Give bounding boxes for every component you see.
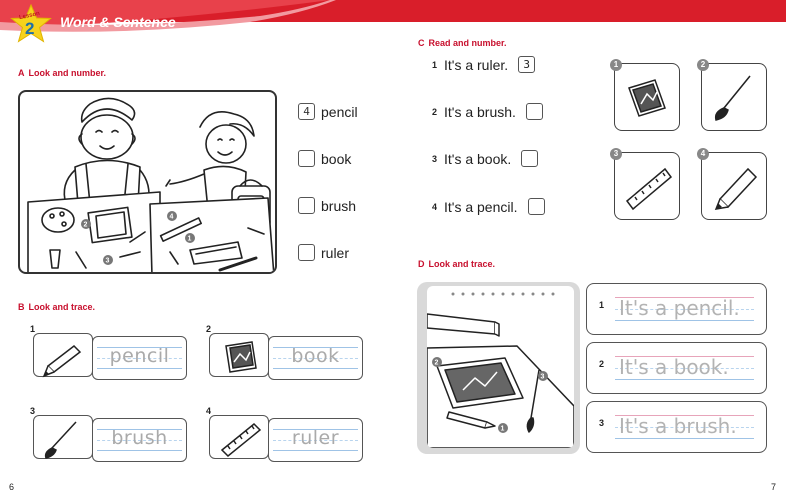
- section-c-item-2: 2 It's a brush.: [432, 103, 543, 120]
- trace-word[interactable]: pencil: [109, 345, 170, 367]
- answer-box[interactable]: 3: [518, 56, 535, 73]
- section-c-item-1: 1 It's a ruler. 3: [432, 56, 535, 73]
- word-label: book: [321, 150, 352, 167]
- section-b-card-4: [206, 406, 366, 462]
- page-number-left: 6: [9, 482, 15, 492]
- sentence: It's a book.: [444, 150, 512, 167]
- answer-box[interactable]: [298, 150, 315, 167]
- lesson-label: Lesson: [18, 10, 41, 22]
- section-c-item-4: 4 It's a pencil.: [432, 198, 545, 215]
- pencil-icon: [702, 153, 768, 221]
- classroom-scene-illustration: [20, 92, 277, 274]
- word-label: ruler: [321, 244, 350, 261]
- scene-marker-2: 2: [83, 221, 88, 229]
- section-a-item-4: [298, 244, 349, 261]
- section-c-picture-1: [614, 63, 680, 131]
- section-a-scene: [18, 90, 277, 274]
- card-number: 4: [206, 406, 212, 416]
- ruler-icon: [615, 153, 681, 221]
- scene-marker-3: 3: [105, 257, 110, 265]
- page-title: Word & Sentence: [60, 14, 176, 30]
- answer-box[interactable]: [526, 103, 543, 120]
- answer-box[interactable]: [521, 150, 538, 167]
- answer-box[interactable]: [298, 244, 315, 261]
- section-a-item-3: [298, 197, 356, 214]
- brush-icon: [34, 416, 94, 460]
- trace-word[interactable]: brush: [111, 427, 168, 449]
- section-b-card-3: [30, 406, 190, 462]
- section-d-scene: [427, 286, 574, 448]
- section-a-item-1: [298, 103, 358, 120]
- section-a-heading: A Look and number.: [18, 68, 107, 78]
- section-a-item-2: [298, 150, 351, 167]
- section-c-picture-4: [701, 152, 767, 220]
- scene-marker-2: 2: [434, 359, 439, 367]
- word-label: pencil: [321, 103, 358, 120]
- page-number-right: 7: [771, 482, 777, 492]
- section-d-item-1: 1 It's a pencil.: [586, 283, 767, 335]
- section-b-card-2: [206, 324, 366, 380]
- sentence: It's a brush.: [444, 103, 516, 120]
- trace-sentence[interactable]: It's a book.: [619, 355, 729, 379]
- trace-word[interactable]: book: [291, 345, 340, 367]
- trace-sentence[interactable]: It's a brush.: [619, 414, 737, 438]
- ruler-icon: [210, 416, 270, 460]
- section-b-card-1: [30, 324, 190, 380]
- answer-box[interactable]: [528, 198, 545, 215]
- card-number: 1: [30, 324, 36, 334]
- section-c-heading: C Read and number.: [418, 38, 507, 48]
- desk-scene-illustration: [427, 286, 574, 448]
- lesson-number: 2: [25, 19, 35, 38]
- brush-icon: [702, 64, 768, 132]
- word-label: brush: [321, 197, 357, 214]
- section-b-heading: B Look and trace.: [18, 302, 96, 312]
- section-c-picture-3: [614, 152, 680, 220]
- sentence: It's a pencil.: [444, 198, 518, 215]
- section-d-heading: D Look and trace.: [418, 259, 496, 269]
- trace-sentence[interactable]: It's a pencil.: [619, 296, 740, 320]
- section-c-picture-2: [701, 63, 767, 131]
- card-number: 2: [206, 324, 212, 334]
- sentence: It's a ruler.: [444, 56, 509, 73]
- pencil-icon: [34, 334, 94, 378]
- scene-marker-1: 1: [187, 235, 192, 243]
- card-number: 3: [30, 406, 36, 416]
- answer-box[interactable]: [298, 197, 315, 214]
- book-icon: [615, 64, 681, 132]
- answer-box[interactable]: 4: [298, 103, 315, 120]
- trace-word[interactable]: ruler: [291, 427, 340, 449]
- section-d-item-3: 3 It's a brush.: [586, 401, 767, 453]
- scene-marker-3: 3: [540, 373, 545, 381]
- section-c-item-3: 3 It's a book.: [432, 150, 538, 167]
- scene-marker-1: 1: [500, 425, 505, 433]
- book-icon: [210, 334, 270, 378]
- scene-marker-4: 4: [169, 213, 174, 221]
- section-d-item-2: 2 It's a book.: [586, 342, 767, 394]
